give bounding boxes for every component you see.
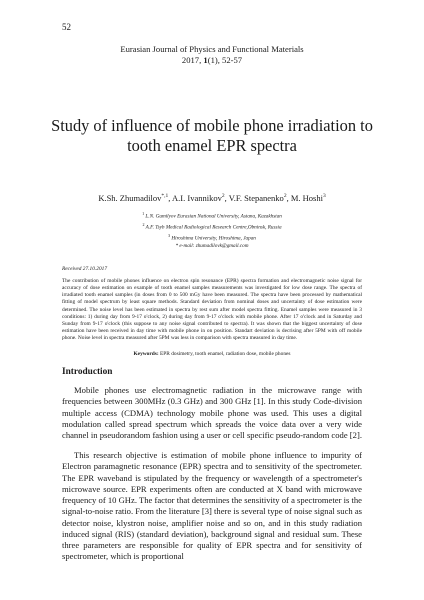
affiliation-text: L.N. Gumilyov Eurasian National University, Astana, Kazakhstan: [145, 213, 282, 220]
affiliation-mark: 2: [142, 221, 145, 227]
author-name: A.I. Ivannikov: [172, 193, 222, 203]
page-number: 52: [62, 22, 71, 32]
journal-volume-number: 1: [203, 55, 208, 65]
received-date: Received 27.10.2017: [62, 266, 108, 272]
author-list: K.Sh. Zhumadilov$^{*,1}$, A.I. Ivannikov$^2$, V.F. Stepanenko$^2$, M. Hoshi$^3$: [98, 193, 326, 203]
affiliation-mark: 1: [142, 211, 145, 216]
body-paragraph: [62, 385, 362, 441]
affiliation-text: A.F. Tsyb Medical Radiological Research Centre,Obninsk, Russia: [145, 224, 282, 231]
paragraph-text: Mobile phones use electromagnetic radiation in the microwave range with frequencies between 300MHz (0.3 GHz) and 300 GHz [1]. In this study Code-division multiple access (CDMA) technology mobile phone was used. This uses a digital modulation called spread spectrum which spreads the voice data over a very wide channel in pseudorandom fashion using a user or cell specific pseudo-random code [2].: [62, 385, 362, 440]
author-name: M. Hoshi: [290, 193, 323, 203]
journal-name: Eurasian Journal of Physics and Functional Materials: [120, 44, 304, 54]
paper-title: Study of influence of mobile phone irradiation to tooth enamel EPR spectra: [51, 116, 373, 155]
section-heading: Introduction: [62, 367, 113, 377]
corresponding-email: * e-mail: zhumadilovk@gmail.com: [175, 242, 249, 249]
journal-issue: (1), 52-57: [207, 55, 243, 65]
keywords-label: Keywords:: [133, 351, 159, 357]
author-affiliation-mark: *,1: [161, 193, 169, 200]
affiliation-text: Hiroshima University, Hiroshima, Japan: [171, 235, 256, 242]
author-affiliation-mark: 2: [221, 193, 225, 200]
keywords-text: EPR dosimetry, tooth enamel, radiation dose, mobile phones: [160, 351, 291, 357]
journal-header: [0, 44, 424, 66]
body-paragraph: [62, 450, 362, 563]
paragraph-text: This research objective is estimation of mobile phone influence to impurity of Electron paramagnetic resonance (EPR) spectra and to sensitivity of the spectrometer. The EPR waveband is stipulated by the frequency or wavelength of a spectrometer's microwave source. EPR experiments often are conducted at X band with microwave frequency of 10 GHz. The factor that determines the sensitivity of a spectrometer is the signal-to-noise ratio. From the literature [3] there is several type of noise signal such as detector noise, klystron noise, amplifier noise and so on, and in this study radiation induced signal (RIS) (standard deviation), background signal and residual sum. These three parameters are responsible for quality of EPR spectra and for sensitivity of spectrometer, which is proportional: [62, 450, 362, 562]
affiliation-mark: 3: [168, 232, 171, 238]
author-affiliation-mark: 3: [322, 193, 326, 200]
journal-year: 2017,: [181, 55, 202, 65]
journal-volume: [0, 55, 424, 66]
author-name: K.Sh. Zhumadilov: [98, 193, 162, 203]
affiliation-line: [0, 232, 424, 243]
affiliation-line: [0, 210, 424, 221]
affiliation-line: [0, 221, 424, 232]
affiliations: [0, 210, 424, 250]
abstract: The contribution of mobile phones influence on electron spin resonance (EPR) spectra formation and electromagnetic noise signal for accuracy of dose estimation on example of tooth enamel samples measurements was investigated for low dose range. The spectra of irradiated tooth enamel samples (in doses from 0 to 500 mGy have been measured. The spectra have been processed by mathematical fitting of model spectrum by least square methods. Standard deviation from nominal doses and uncertainty of dose estimation were determined. The noise level has been estimated in spectra by rest sum after model spectra fitting. Enamel samples were measured in 3 conditions: 1) during day from 9-17 o'clock, 2) during day from 9-17 o'clock with mobile phone. After 17 o'clock and in Saturday and Sunday from 9-17 o'clock (this suppose to any noise signal contributed to spectra). It was shown that the biggest uncertainty of dose estimation have been received in day time with mobile phone in on position. Standart deviation is decrising after 5PM with off mobile phone. Noise level in spectra measured after 5PM was less in comparison with spectra measured in day time.: [62, 278, 362, 342]
author-name: V.F. Stepanenko: [228, 193, 284, 203]
keywords: [62, 351, 362, 357]
author-affiliation-mark: 2: [283, 193, 287, 200]
